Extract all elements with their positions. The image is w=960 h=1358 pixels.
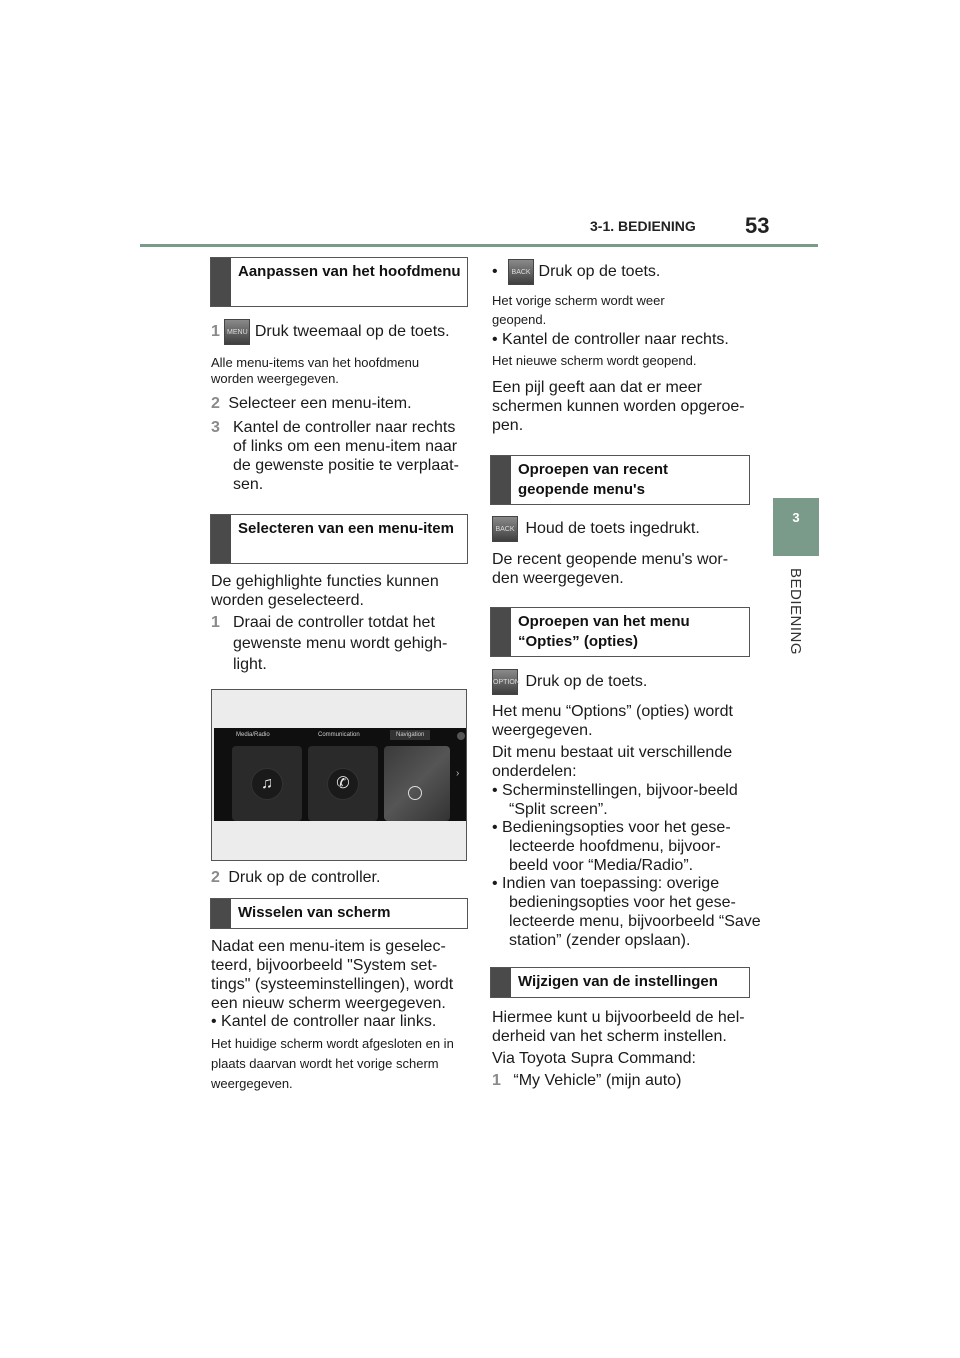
heading-text: Wijzigen van de instellingen: [518, 973, 718, 990]
step-number: 3: [211, 419, 220, 436]
heading-text: Selecteren van een menu-item: [238, 520, 454, 537]
section-title: 3-1. BEDIENING: [590, 218, 696, 234]
display-screen: [214, 728, 466, 821]
step-text: Draai de controller totdat het gewenste menu wordt gehigh-light.: [233, 614, 448, 673]
page-number: 53: [745, 213, 770, 238]
header-rule: [140, 244, 818, 247]
heading-bar: [211, 258, 231, 306]
note-3: Het vorige scherm wordt weer geopend.: [492, 293, 665, 327]
heading-bar: [491, 968, 511, 997]
paragraph-5: De recent geopende menu's wor-den weergegeven.: [492, 551, 729, 587]
paragraph-8: Dit menu bestaat uit verschillende onderdelen:: [492, 744, 733, 780]
settings-icon: [457, 732, 465, 740]
bullet-1: • Kantel de controller naar links.: [211, 1013, 437, 1030]
heading-wijzigen: [490, 967, 750, 998]
step-text: Druk op de toets.: [538, 263, 661, 280]
heading-text: Oproepen van het menu “Opties” (opties): [518, 613, 690, 650]
step-2: [211, 394, 471, 413]
step-number: 2: [211, 395, 220, 412]
paragraph-9: Hiermee kunt u bijvoorbeeld de hel-derheid van het scherm instellen.: [492, 1009, 745, 1045]
chapter-label: BEDIENING: [787, 568, 804, 656]
tab-media-radio: Media/Radio: [236, 732, 270, 738]
heading-aanpassen: [210, 257, 468, 307]
step-5: [211, 868, 471, 887]
heading-recent: [490, 455, 750, 505]
note-4: Het nieuwe scherm wordt geopend.: [492, 353, 697, 368]
bullet-back: [492, 258, 752, 286]
map-pin-icon: [408, 786, 422, 800]
list-item-1: • Scherminstellingen, bijvoor-beeld “Split screen”.: [492, 782, 738, 818]
step-1: [211, 318, 471, 346]
step-3: [211, 418, 461, 494]
step-text: Druk op de controller.: [228, 869, 381, 886]
media-tile: [232, 746, 302, 821]
chevron-right-icon: ›: [456, 768, 460, 779]
tab-navigation-label: Navigation: [396, 732, 425, 738]
heading-text: Oproepen van recent geopende menu's: [518, 461, 669, 498]
bullet-dot: •: [492, 263, 498, 280]
note-1: Alle menu-items van het hoofdmenu worden weergegeven.: [211, 355, 420, 386]
chapter-tab: 3: [773, 498, 819, 556]
step-text: Druk op de toets.: [525, 673, 648, 690]
note-2: Het huidige scherm wordt afgesloten en in plaats daarvan wordt het vorige scherm weergegeven.: [211, 1036, 454, 1091]
list-item-3: • Indien van toepassing: overige bedieningsopties voor het gese-lecteerde menu, bijvoorbeeld “Save station” (zender opslaan).: [492, 875, 761, 949]
phone-icon: ✆: [327, 768, 359, 800]
step-number: 1: [211, 323, 220, 340]
tab-navigation: [390, 730, 430, 740]
step-number: 1: [211, 614, 220, 631]
step-number: 2: [211, 869, 220, 886]
back-button-icon: BACK: [492, 516, 518, 542]
step-text: Selecteer een menu-item.: [228, 395, 412, 412]
paragraph-3: Een pijl geeft aan dat er meer schermen kunnen worden opgeroe-pen.: [492, 379, 745, 434]
option-button-icon: OPTION: [492, 669, 518, 695]
paragraph-6: [492, 668, 752, 696]
step-4: [211, 612, 461, 675]
bullet-3: • Kantel de controller naar rechts.: [492, 331, 729, 348]
heading-wisselen: [210, 898, 468, 929]
main-menu-screenshot: [211, 689, 467, 861]
paragraph-7: Het menu “Options” (opties) wordt weergegeven.: [492, 703, 733, 739]
step-number: 1: [492, 1072, 501, 1089]
menu-button-icon: MENU: [224, 319, 250, 345]
heading-bar: [211, 899, 231, 928]
step-text: “My Vehicle” (mijn auto): [513, 1072, 682, 1089]
step-6: [492, 1071, 750, 1090]
heading-bar: [211, 515, 231, 563]
music-note-icon: ♫: [251, 768, 283, 800]
heading-bar: [491, 456, 511, 504]
heading-text: Aanpassen van het hoofdmenu: [238, 263, 461, 280]
heading-selecteren: [210, 514, 468, 564]
step-text: Druk tweemaal op de toets.: [254, 323, 450, 340]
back-button-icon: BACK: [508, 259, 534, 285]
navigation-tile: [384, 746, 450, 821]
tab-communication: Communication: [318, 732, 360, 738]
step-text: Kantel de controller naar rechts of links om een menu-item naar de gewenste positie te verplaat-sen.: [233, 419, 459, 493]
step-text: Houd de toets ingedrukt.: [525, 520, 700, 537]
heading-text: Wisselen van scherm: [238, 904, 391, 921]
paragraph-10: Via Toyota Supra Command:: [492, 1050, 696, 1067]
list-item-2: • Bedieningsopties voor het gese-lecteerde hoofdmenu, bijvoor-beeld voor “Media/Radio”.: [492, 819, 731, 874]
paragraph-1: De gehighlighte functies kunnen worden geselecteerd.: [211, 573, 439, 609]
communication-tile: [308, 746, 378, 821]
heading-bar: [491, 608, 511, 656]
paragraph-2: Nadat een menu-item is geselec-teerd, bijvoorbeeld "System set-tings" (systeeminstellingen), wordt een nieuw scherm weergegeven.: [211, 938, 454, 1012]
paragraph-4: [492, 515, 752, 543]
heading-opties: [490, 607, 750, 657]
